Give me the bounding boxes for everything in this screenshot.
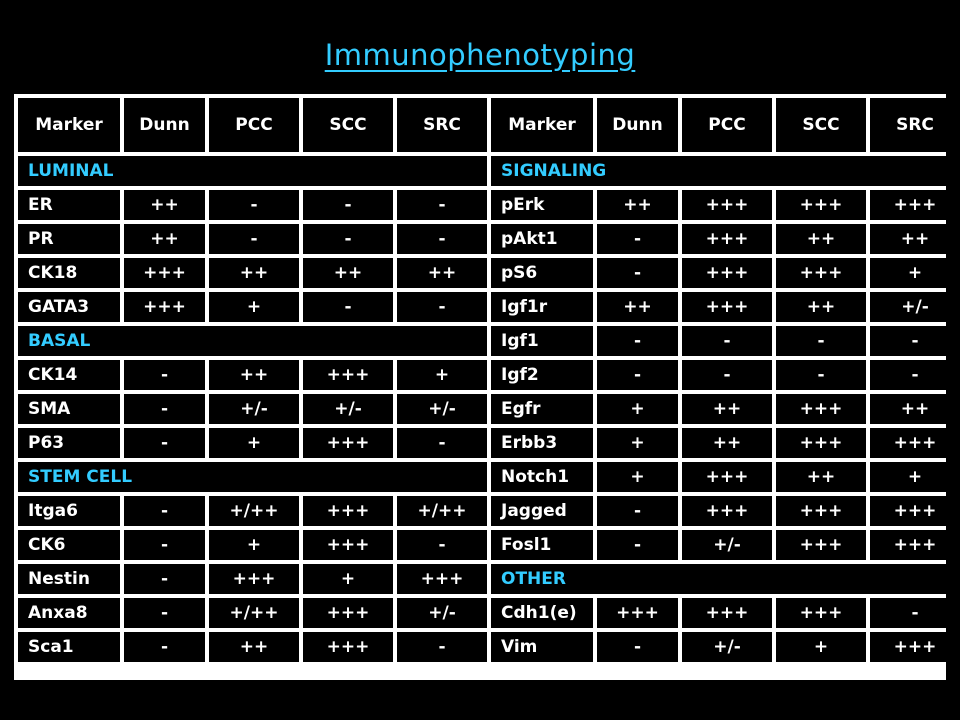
expression-value: -	[124, 598, 205, 628]
expression-value: ++	[682, 428, 772, 458]
section-header: STEM CELL	[18, 462, 487, 492]
immunophenotyping-table	[14, 94, 946, 680]
expression-value: +++	[397, 564, 487, 594]
marker-name: Itga6	[18, 496, 120, 526]
column-header: Marker	[18, 98, 120, 152]
column-header: PCC	[209, 98, 299, 152]
expression-value: +	[776, 632, 866, 662]
expression-value: -	[303, 224, 393, 254]
marker-name: Anxa8	[18, 598, 120, 628]
expression-value: -	[597, 326, 678, 356]
marker-name: Igf1	[491, 326, 593, 356]
expression-value: -	[209, 224, 299, 254]
expression-value: +++	[682, 224, 772, 254]
column-header: PCC	[682, 98, 772, 152]
section-header: SIGNALING	[491, 156, 960, 186]
expression-value: ++	[597, 292, 678, 322]
expression-value: -	[397, 292, 487, 322]
expression-value: ++	[397, 258, 487, 288]
expression-value: -	[870, 326, 960, 356]
expression-value: +	[870, 462, 960, 492]
marker-name: Sca1	[18, 632, 120, 662]
marker-name: pAkt1	[491, 224, 593, 254]
column-header: Marker	[491, 98, 593, 152]
expression-value: ++	[209, 632, 299, 662]
expression-value: -	[870, 360, 960, 390]
expression-value: ++	[682, 394, 772, 424]
expression-value: ++	[870, 394, 960, 424]
marker-name: SMA	[18, 394, 120, 424]
expression-value: ++	[870, 224, 960, 254]
column-header: Dunn	[124, 98, 205, 152]
section-header: LUMINAL	[18, 156, 487, 186]
expression-value: -	[397, 530, 487, 560]
expression-value: -	[870, 598, 960, 628]
marker-name: Nestin	[18, 564, 120, 594]
marker-name: Notch1	[491, 462, 593, 492]
expression-value: ++	[209, 258, 299, 288]
expression-value: ++	[303, 258, 393, 288]
expression-value: +++	[303, 360, 393, 390]
expression-value: -	[209, 190, 299, 220]
expression-value: +++	[870, 428, 960, 458]
expression-value: +++	[124, 292, 205, 322]
expression-value: +++	[776, 258, 866, 288]
expression-value: +	[303, 564, 393, 594]
marker-name: Egfr	[491, 394, 593, 424]
expression-value: -	[124, 564, 205, 594]
expression-value: +++	[597, 598, 678, 628]
expression-value: +++	[776, 530, 866, 560]
marker-name: CK14	[18, 360, 120, 390]
expression-value: ++	[124, 224, 205, 254]
marker-name: pErk	[491, 190, 593, 220]
expression-value: -	[397, 190, 487, 220]
expression-value: -	[597, 530, 678, 560]
expression-value: -	[597, 258, 678, 288]
expression-value: +/-	[397, 598, 487, 628]
expression-value: +++	[870, 632, 960, 662]
expression-value: +++	[209, 564, 299, 594]
column-header: SCC	[303, 98, 393, 152]
column-header: Dunn	[597, 98, 678, 152]
expression-value: +	[870, 258, 960, 288]
expression-value: +++	[682, 598, 772, 628]
expression-value: -	[124, 360, 205, 390]
expression-value: -	[776, 326, 866, 356]
expression-value: +	[597, 428, 678, 458]
expression-value: +	[209, 292, 299, 322]
expression-value: -	[124, 428, 205, 458]
marker-name: Jagged	[491, 496, 593, 526]
marker-name: GATA3	[18, 292, 120, 322]
expression-value: -	[397, 632, 487, 662]
expression-value: +++	[682, 190, 772, 220]
expression-value: -	[776, 360, 866, 390]
expression-value: ++	[776, 462, 866, 492]
marker-name: Cdh1(e)	[491, 598, 593, 628]
expression-value: +++	[870, 530, 960, 560]
expression-value: +++	[682, 292, 772, 322]
marker-name: PR	[18, 224, 120, 254]
expression-value: -	[124, 632, 205, 662]
expression-value: +++	[303, 496, 393, 526]
column-header: SRC	[870, 98, 960, 152]
expression-value: +++	[303, 428, 393, 458]
expression-value: +	[209, 428, 299, 458]
section-header: OTHER	[491, 564, 960, 594]
marker-name: Fosl1	[491, 530, 593, 560]
expression-value: +++	[776, 428, 866, 458]
expression-value: +/++	[209, 496, 299, 526]
page-title: Immunophenotyping	[324, 38, 636, 72]
marker-name: Igf2	[491, 360, 593, 390]
expression-value: ++	[597, 190, 678, 220]
marker-name: pS6	[491, 258, 593, 288]
expression-value: -	[124, 496, 205, 526]
expression-value: -	[597, 632, 678, 662]
expression-value: +++	[682, 462, 772, 492]
expression-value: +++	[303, 632, 393, 662]
expression-value: +/++	[209, 598, 299, 628]
expression-value: +++	[776, 496, 866, 526]
expression-value: -	[597, 224, 678, 254]
marker-name: CK18	[18, 258, 120, 288]
expression-value: +	[597, 462, 678, 492]
expression-value: +++	[124, 258, 205, 288]
expression-value: +/-	[682, 530, 772, 560]
expression-value: +++	[303, 598, 393, 628]
expression-value: +/-	[209, 394, 299, 424]
expression-value: -	[682, 326, 772, 356]
expression-value: +	[209, 530, 299, 560]
expression-value: -	[303, 292, 393, 322]
expression-value: +/-	[303, 394, 393, 424]
expression-value: -	[124, 394, 205, 424]
expression-value: +/-	[682, 632, 772, 662]
expression-value: ++	[776, 292, 866, 322]
expression-value: -	[397, 224, 487, 254]
expression-value: +++	[776, 394, 866, 424]
expression-value: +++	[870, 496, 960, 526]
expression-value: ++	[776, 224, 866, 254]
expression-value: +++	[870, 190, 960, 220]
expression-value: +	[397, 360, 487, 390]
expression-value: +++	[776, 598, 866, 628]
expression-value: -	[682, 360, 772, 390]
marker-name: ER	[18, 190, 120, 220]
expression-value: +++	[682, 258, 772, 288]
expression-value: +/-	[870, 292, 960, 322]
expression-value: -	[597, 360, 678, 390]
expression-value: ++	[124, 190, 205, 220]
marker-name: Erbb3	[491, 428, 593, 458]
column-header: SCC	[776, 98, 866, 152]
expression-value: -	[397, 428, 487, 458]
expression-value: -	[303, 190, 393, 220]
expression-value: +++	[682, 496, 772, 526]
expression-value: +++	[303, 530, 393, 560]
section-header: BASAL	[18, 326, 487, 356]
column-header: SRC	[397, 98, 487, 152]
expression-value: +/++	[397, 496, 487, 526]
expression-value: +	[597, 394, 678, 424]
marker-name: Igf1r	[491, 292, 593, 322]
expression-value: -	[124, 530, 205, 560]
marker-name: Vim	[491, 632, 593, 662]
expression-value: ++	[209, 360, 299, 390]
expression-value: -	[597, 496, 678, 526]
expression-value: +++	[776, 190, 866, 220]
marker-name: CK6	[18, 530, 120, 560]
expression-value: +/-	[397, 394, 487, 424]
marker-name: P63	[18, 428, 120, 458]
